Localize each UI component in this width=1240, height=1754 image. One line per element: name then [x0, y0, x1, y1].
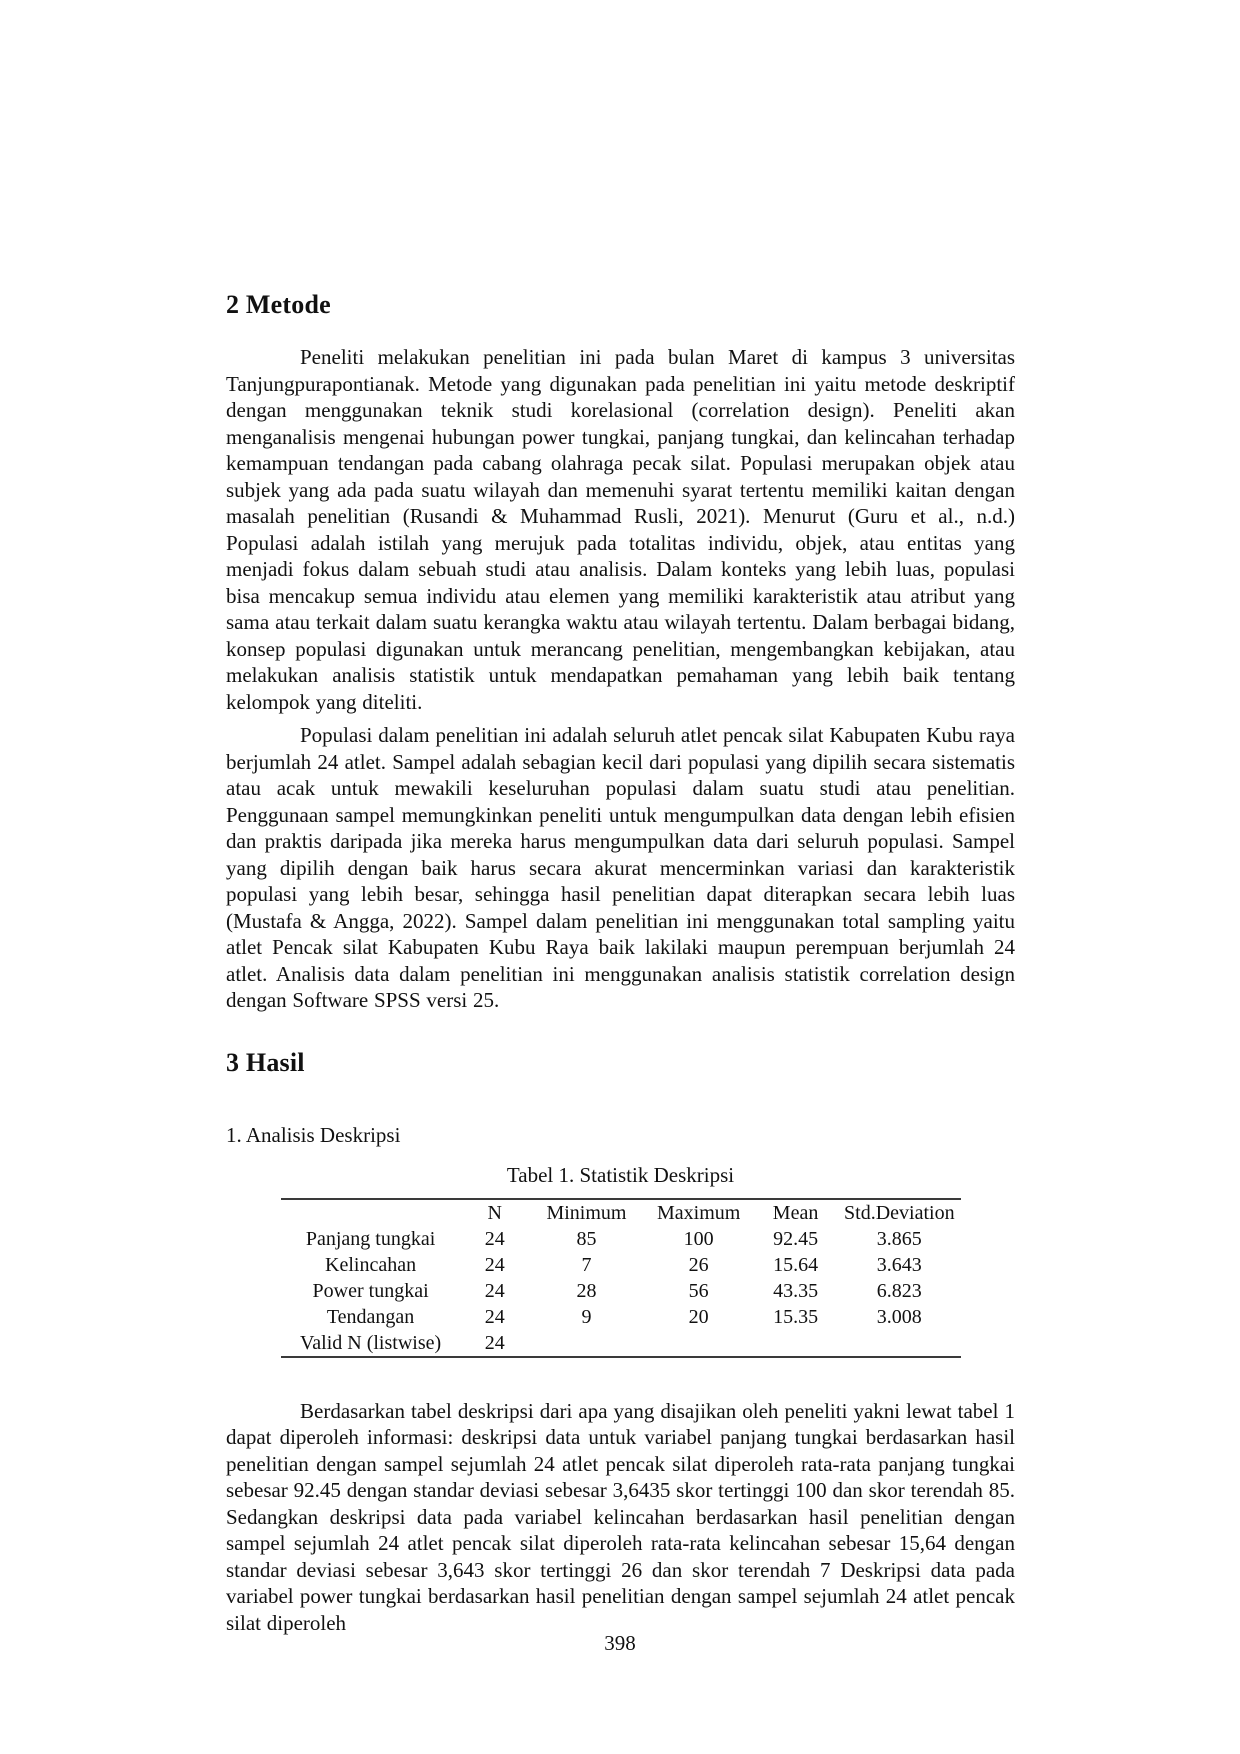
header-n: N: [487, 1201, 502, 1224]
cell-label: Kelincahan: [325, 1253, 417, 1276]
cell-maximum: 100: [683, 1227, 714, 1250]
cell-minimum: 28: [576, 1279, 597, 1302]
table-row-valid-n: [281, 1330, 961, 1357]
header-maximum: Maximum: [657, 1201, 741, 1224]
cell-std-deviation: 3.865: [876, 1227, 922, 1250]
header-minimum: Minimum: [546, 1201, 627, 1224]
hasil-heading: 3 Hasil: [226, 1047, 305, 1077]
section-metode: [226, 290, 1015, 1014]
table-row-kelincahan: [281, 1252, 961, 1278]
metode-heading: 2 Metode: [226, 290, 331, 319]
table-row-tendangan: [281, 1304, 961, 1330]
statistik-deskripsi-table: [281, 1198, 961, 1358]
cell-label: Tendangan: [326, 1305, 415, 1328]
cell-n: 24: [484, 1227, 505, 1250]
cell-maximum: [644, 1330, 753, 1357]
table-row-power-tungkai: [281, 1278, 961, 1304]
cell-mean: [753, 1330, 838, 1357]
page-number: 398: [604, 1631, 636, 1655]
header-std-deviation: Std.Deviation: [844, 1201, 955, 1224]
cell-minimum: 7: [581, 1253, 592, 1276]
cell-std-deviation: 3.008: [876, 1305, 922, 1328]
section-hasil: [226, 1048, 1015, 1637]
cell-mean: 43.35: [773, 1279, 819, 1302]
cell-minimum: 9: [581, 1305, 592, 1328]
subsection-analisis-deskripsi: 1. Analisis Deskripsi: [226, 1122, 401, 1147]
cell-mean: 15.64: [773, 1253, 819, 1276]
cell-std-deviation: 6.823: [876, 1279, 922, 1302]
cell-n: 24: [484, 1279, 505, 1302]
cell-maximum: 26: [688, 1253, 709, 1276]
cell-maximum: 20: [688, 1305, 709, 1328]
cell-minimum: [529, 1330, 645, 1357]
table-row-panjang-tungkai: [281, 1226, 961, 1252]
cell-minimum: 85: [576, 1227, 597, 1250]
cell-n: 24: [484, 1331, 505, 1354]
metode-paragraph-1: Peneliti melakukan penelitian ini pada bulan Maret di kampus 3 universitas Tanjungpurapontianak. Metode yang digunakan pada penelitian ini yaitu metode deskriptif dengan menggunakan teknik studi korelasional (correlation design). Peneliti akan menganalisis mengenai hubungan power tungkai, panjang tungkai, dan kelincahan terhadap kemampuan tendangan pada cabang olahraga pecak silat. Populasi merupakan objek atau subjek yang ada pada suatu wilayah dan memenuhi syarat tertentu memiliki kaitan dengan masalah penelitian (Rusandi & Muhammad Rusli, 2021). Menurut (Guru et al., n.d.) Populasi adalah istilah yang merujuk pada totalitas individu, objek, atau entitas yang menjadi fokus dalam sebuah studi atau analisis. Dalam konteks yang lebih luas, populasi bisa mencakup semua individu atau elemen yang memiliki karakteristik atau atribut yang sama atau terkait dalam suatu kerangka waktu atau wilayah tertentu. Dalam berbagai bidang, konsep populasi digunakan untuk merancang penelitian, mengembangkan kebijakan, atau melakukan analisis statistik untuk mendapatkan pemahaman yang lebih baik tentang kelompok yang diteliti.: [226, 345, 1015, 714]
cell-label: Power tungkai: [312, 1279, 429, 1302]
cell-mean: 15.35: [773, 1305, 819, 1328]
cell-n: 24: [484, 1253, 505, 1276]
cell-n: 24: [484, 1305, 505, 1328]
cell-mean: 92.45: [773, 1227, 819, 1250]
header-mean: Mean: [772, 1201, 819, 1224]
table-caption: Tabel 1. Statistik Deskripsi: [506, 1162, 735, 1187]
metode-paragraph-2: Populasi dalam penelitian ini adalah seluruh atlet pencak silat Kabupaten Kubu raya berjumlah 24 atlet. Sampel adalah sebagian kecil dari populasi yang dipilih secara sistematis atau acak untuk mewakili keseluruhan populasi dalam suatu studi atau penelitian. Penggunaan sampel memungkinkan peneliti untuk mengumpulkan data dengan lebih efisien dan praktis daripada jika mereka harus mengumpulkan data dari seluruh populasi. Sampel yang dipilih dengan baik harus secara akurat mencerminkan variasi dan karakteristik populasi yang lebih besar, sehingga hasil penelitian dapat diterapkan secara lebih luas (Mustafa & Angga, 2022). Sampel dalam penelitian ini menggunakan total sampling yaitu atlet Pencak silat Kabupaten Kubu Raya baik lakilaki maupun perempuan berjumlah 24 atlet. Analisis data dalam penelitian ini menggunakan analisis statistik correlation design dengan Software SPSS versi 25.: [226, 723, 1015, 1012]
cell-std-deviation: [838, 1330, 960, 1357]
cell-label: Valid N (listwise): [300, 1331, 442, 1354]
cell-label: Panjang tungkai: [305, 1227, 436, 1250]
cell-maximum: 56: [688, 1279, 709, 1302]
cell-std-deviation: 3.643: [876, 1253, 922, 1276]
hasil-paragraph-1: Berdasarkan tabel deskripsi dari apa yang disajikan oleh peneliti yakni lewat tabel 1 dapat diperoleh informasi: deskripsi data untuk variabel panjang tungkai berdasarkan hasil penelitian dengan sampel sejumlah 24 atlet pencak silat diperoleh rata-rata panjang tungkai sebesar 92.45 dengan standar deviasi sebesar 3,6435 skor tertinggi 100 dan skor terendah 85. Sedangkan deskripsi data pada variabel kelincahan berdasarkan hasil penelitian dengan sampel sejumlah 24 atlet pencak silat diperoleh rata-rata kelincahan sebesar 15,64 dengan standar deviasi sebesar 3,643 skor tertinggi 26 dan skor terendah 7 Deskripsi data pada variabel power tungkai berdasarkan hasil penelitian dengan sampel sejumlah 24 atlet pencak silat diperoleh: [226, 1398, 1015, 1635]
table-header-row: [281, 1199, 961, 1226]
header-empty: [281, 1199, 461, 1226]
